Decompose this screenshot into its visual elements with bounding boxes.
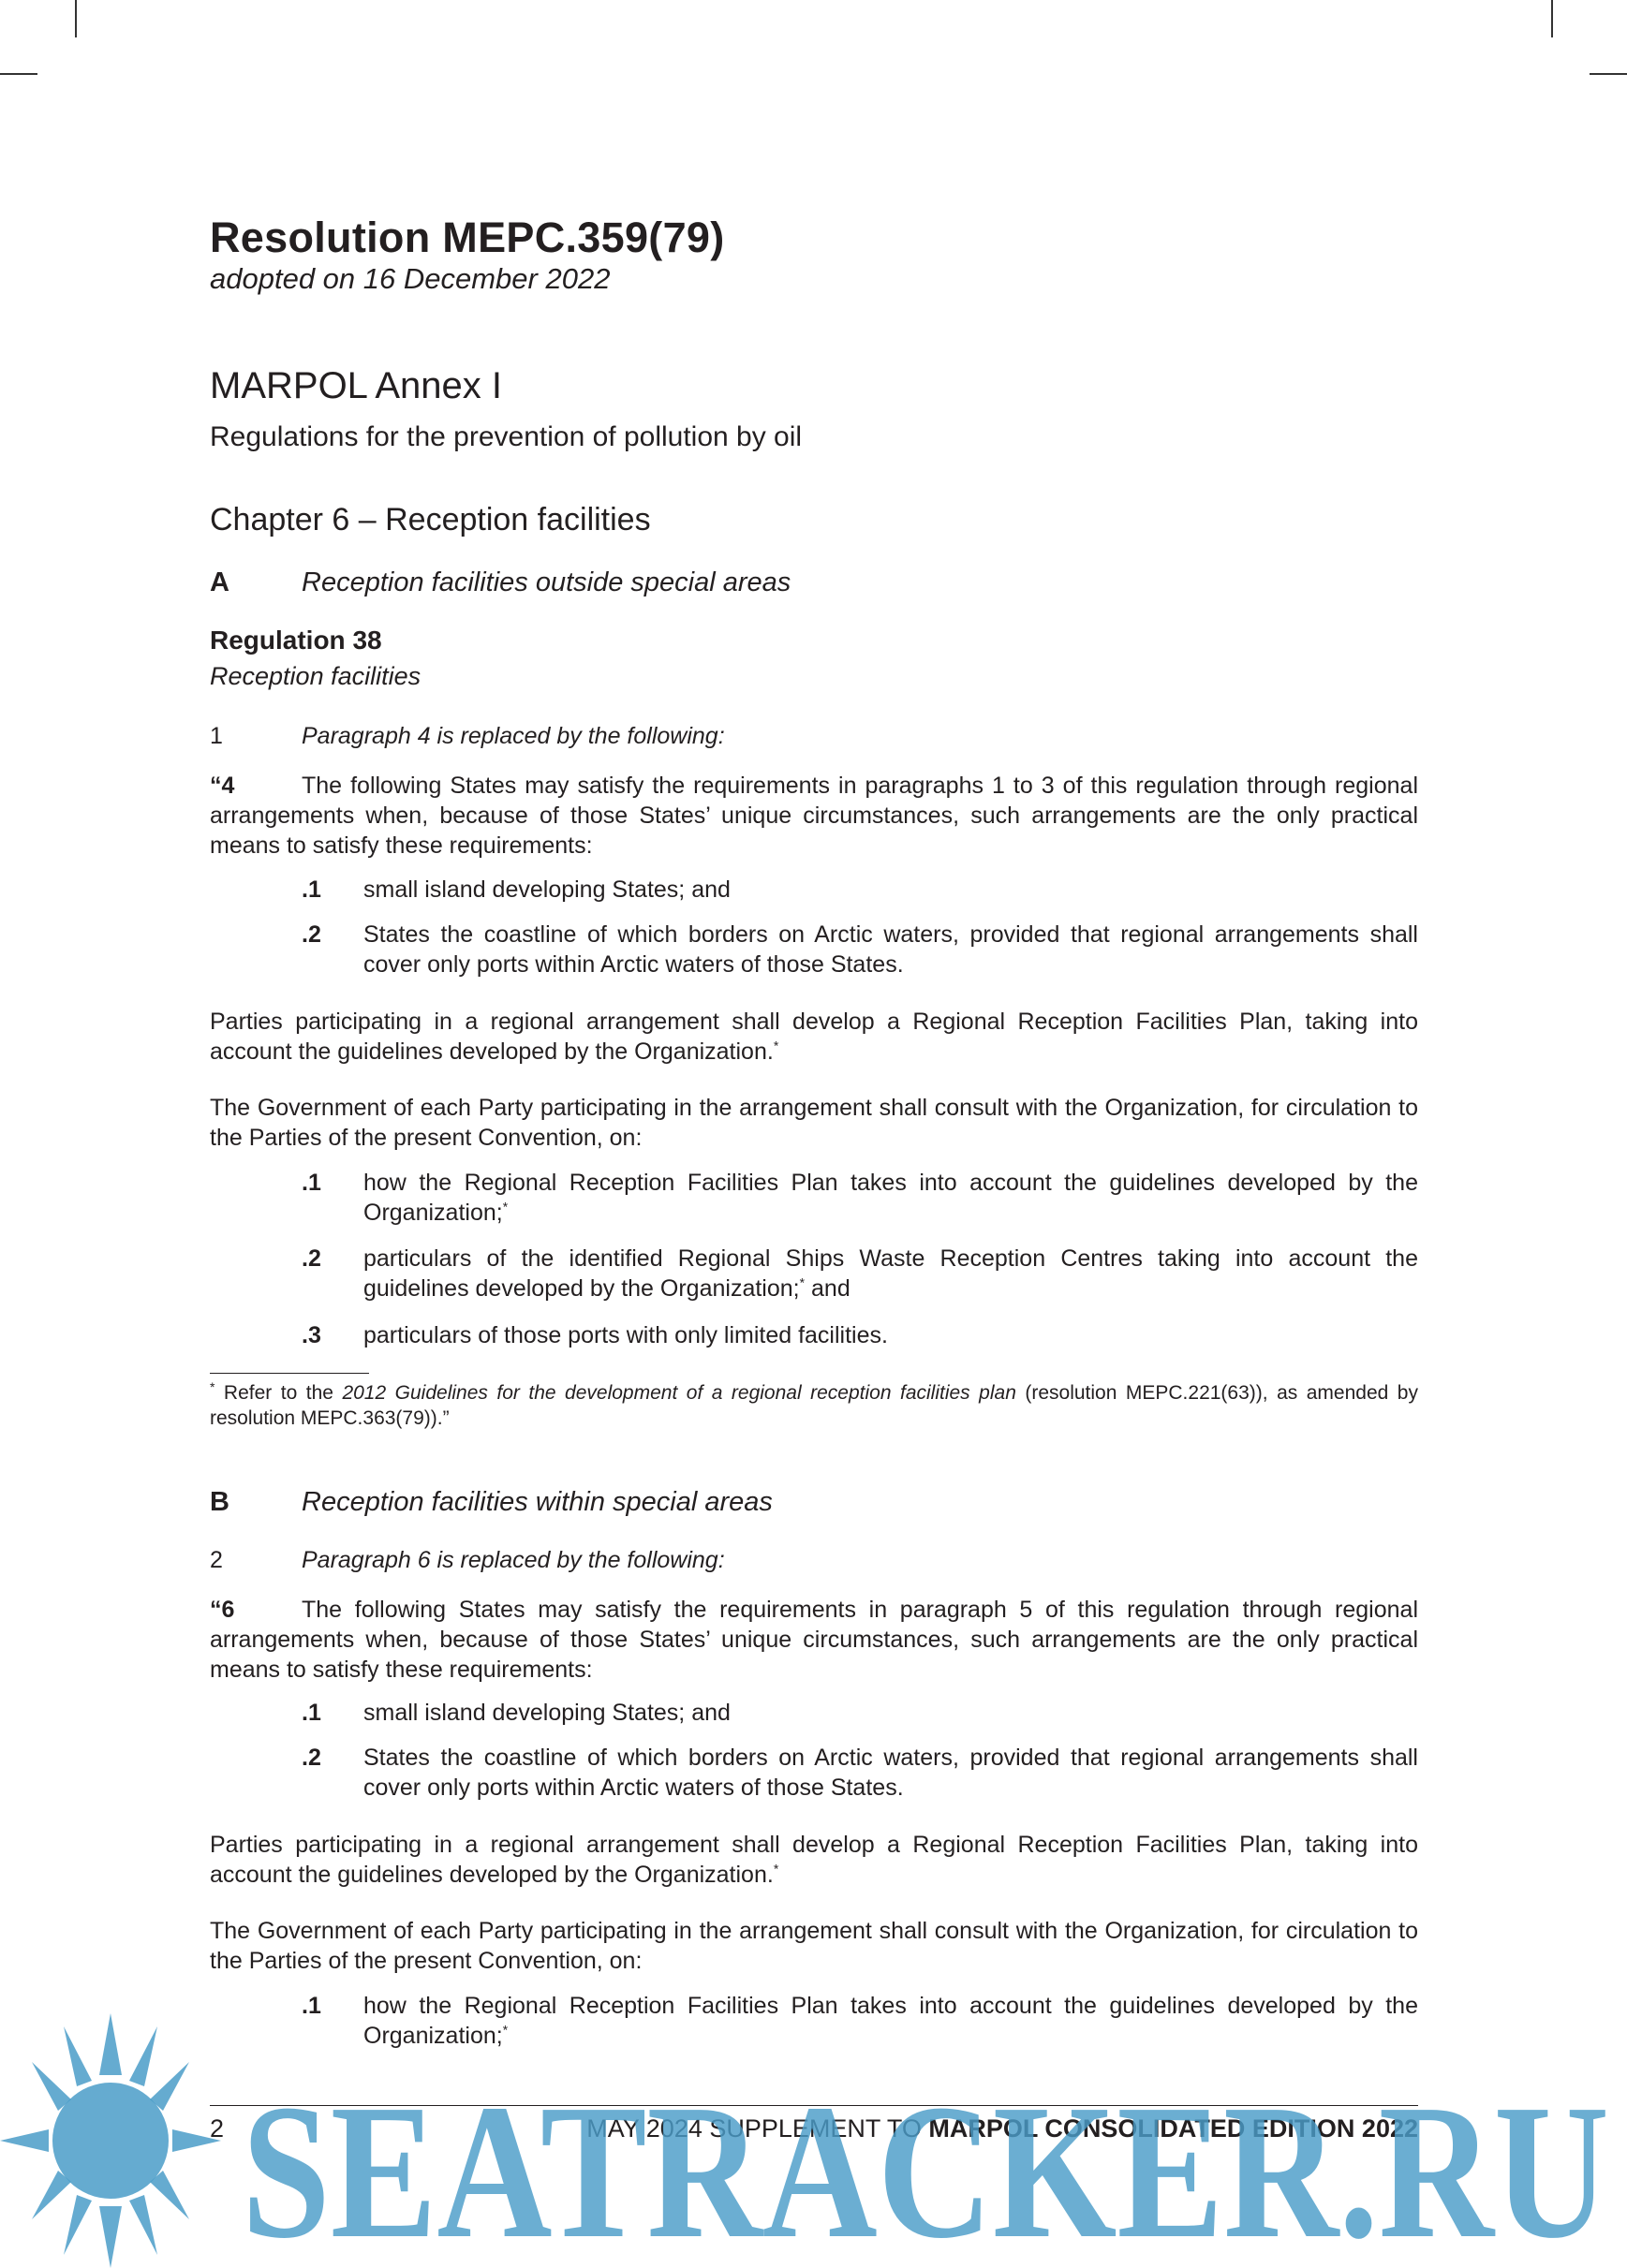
paragraph-6: [210, 1595, 1418, 1685]
list-item: [302, 1168, 1418, 1228]
crop-mark-left-top: [0, 73, 37, 75]
annex-subtitle: Regulations for the prevention of pollution by oil: [210, 421, 803, 452]
footnote-divider: [210, 1373, 369, 1374]
annex-title: MARPOL Annex I: [210, 365, 502, 406]
list-item: [302, 1244, 1418, 1303]
paragraph-number: “4: [210, 773, 235, 799]
footnote-reference: *: [799, 1274, 806, 1290]
footnote-reference: *: [773, 1861, 779, 1877]
list-item-text: particulars of those ports with only limited facilities.: [363, 1322, 888, 1348]
footnote-reference: *: [502, 2022, 509, 2038]
running-footer: MAY 2024 SUPPLEMENT TO MARPOL CONSOLIDATED EDITION 2022: [586, 2114, 1418, 2143]
instruction-text: Paragraph 6 is replaced by the following:: [302, 1547, 725, 1573]
paragraph-text: The following States may satisfy the requirements in paragraphs 1 to 3 of this regulation through regional arrangements when, because of those States’ unique circumstances, such arrangements are the only practical means to satisfy these requirements:: [210, 773, 1418, 859]
list-item-text: how the Regional Reception Facilities Plan takes into account the guidelines developed by the Organization;*: [363, 1170, 1418, 1226]
government-paragraph: The Government of each Party participating in the arrangement shall consult with the Organization, for circulation to the Parties of the present Convention, on:: [210, 1095, 1418, 1151]
list-item-number: .1: [302, 1993, 321, 2019]
instruction-number: 1: [210, 723, 223, 749]
list-item: [302, 1698, 1418, 1728]
list-item-number: .1: [302, 1700, 321, 1726]
instruction-number: 2: [210, 1547, 223, 1573]
chapter-heading: Chapter 6 – Reception facilities: [210, 502, 651, 538]
list-item-number: .1: [302, 1170, 321, 1196]
list-item: [302, 920, 1418, 979]
parties-paragraph: Parties participating in a regional arrangement shall develop a Regional Reception Facilities Plan, taking into account the guidelines developed by the Organization.*: [210, 1832, 1418, 1888]
list-item: [302, 1320, 1418, 1350]
list-item-number: .1: [302, 876, 321, 903]
list-item-text: States the coastline of which borders on Arctic waters, provided that regional arrangements shall cover only ports within Arctic waters of those States.: [363, 921, 1418, 978]
sun-logo-icon: [0, 2013, 221, 2268]
paragraph-text: The following States may satisfy the requirements in paragraph 5 of this regulation through regional arrangements when, because of those States’ unique circumstances, such arrangements are the only practical means to satisfy these requirements:: [210, 1597, 1418, 1683]
footnote-reference: *: [502, 1199, 509, 1215]
list-item-text: States the coastline of which borders on Arctic waters, provided that regional arrangements shall cover only ports within Arctic waters of those States.: [363, 1745, 1418, 1801]
list-item-text: how the Regional Reception Facilities Plan takes into account the guidelines developed by the Organization;*: [363, 1993, 1418, 2049]
section-letter: B: [210, 1487, 229, 1517]
list-item-text: particulars of the identified Regional Ships Waste Reception Centres taking into account the guidelines developed by the Organization;* and: [363, 1245, 1418, 1302]
list-item-text: small island developing States; and: [363, 1700, 731, 1726]
page-number: 2: [210, 2114, 225, 2143]
section-title: Reception facilities within special areas: [302, 1487, 773, 1517]
crop-mark-top-left: [75, 0, 77, 37]
list-item-number: .2: [302, 1745, 321, 1771]
resolution-adopted-date: adopted on 16 December 2022: [210, 262, 611, 295]
government-paragraph: The Government of each Party participating in the arrangement shall consult with the Organization, for circulation to the Parties of the present Convention, on:: [210, 1918, 1418, 1974]
parties-paragraph: Parties participating in a regional arrangement shall develop a Regional Reception Facilities Plan, taking into account the guidelines developed by the Organization.*: [210, 1009, 1418, 1065]
crop-mark-right-top: [1590, 73, 1627, 75]
watermark-text: SEATRACKER.RU: [242, 2064, 1609, 2268]
regulation-subtitle: Reception facilities: [210, 662, 422, 690]
resolution-title: Resolution MEPC.359(79): [210, 214, 725, 261]
footnote-reference: *: [773, 1038, 779, 1053]
section-letter: A: [210, 567, 229, 597]
list-item: [302, 1743, 1418, 1803]
list-item-number: .3: [302, 1322, 321, 1348]
section-title: Reception facilities outside special areas: [302, 567, 791, 597]
list-item: [302, 875, 1418, 905]
paragraph-number: “6: [210, 1597, 235, 1623]
list-item-number: .2: [302, 921, 321, 948]
footnote: * Refer to the 2012 Guidelines for the development of a regional reception facilities plan (resolution MEPC.221(63)), as amended by resolution MEPC.363(79)).”: [210, 1379, 1418, 1429]
crop-mark-top-right: [1551, 0, 1553, 37]
list-item-number: .2: [302, 1245, 321, 1272]
paragraph-4: [210, 771, 1418, 861]
list-item-text: small island developing States; and: [363, 876, 731, 903]
regulation-title: Regulation 38: [210, 626, 382, 655]
seatracker-watermark: [0, 2013, 1627, 2268]
instruction-text: Paragraph 4 is replaced by the following:: [302, 723, 725, 749]
